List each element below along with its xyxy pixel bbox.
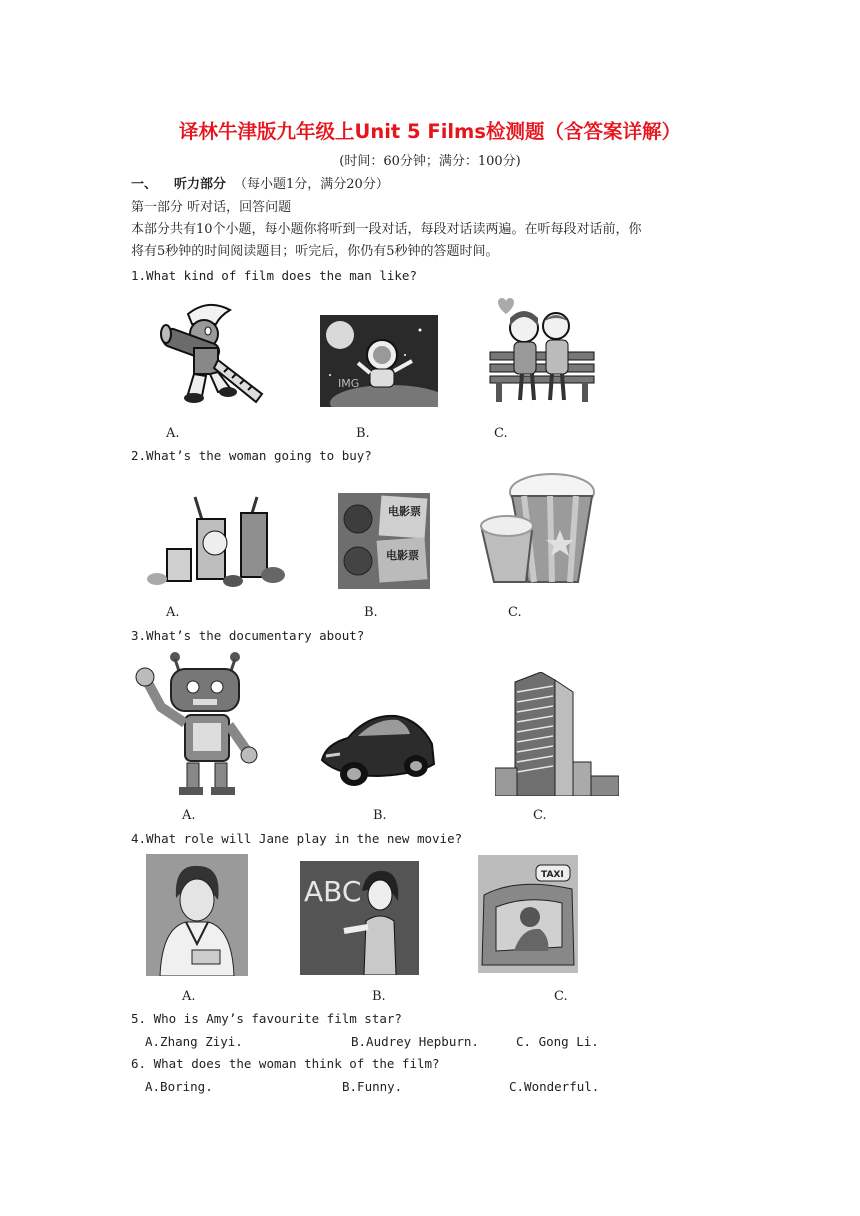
q5-option-b: B.Audrey Hepburn. (351, 1034, 479, 1049)
q2-option-c: C. (508, 605, 522, 620)
ticket-text-1: 电影票 (388, 505, 421, 518)
astronaut-space-image (320, 315, 438, 407)
section-heading: 听力部分 (174, 177, 227, 192)
q4-option-c: C. (554, 989, 568, 1004)
page-subtitle: (时间：60分钟；满分：100分) (339, 154, 521, 169)
movie-tickets-image (338, 493, 430, 589)
q4-option-a: A. (182, 989, 196, 1004)
q3-option-b: B. (373, 808, 387, 823)
question-6: 6. What does the woman think of the film? (131, 1056, 440, 1071)
question-1: 1.What kind of film does the man like? (131, 268, 417, 283)
q6-option-a: A.Boring. (145, 1079, 213, 1094)
instructions-line-1: 本部分共有10个小题，每小题你将听到一段对话，每段对话读两遍。在听每段对话前，你 (131, 222, 642, 237)
section-number: 一、 (131, 177, 158, 192)
skyscraper-image (495, 672, 619, 796)
q6-option-c: C.Wonderful. (509, 1079, 600, 1094)
sports-car-image (318, 704, 436, 794)
q1-option-b: B. (356, 426, 370, 441)
question-2: 2.What’s the woman going to buy? (131, 448, 372, 463)
teacher-blackboard-image (300, 861, 419, 975)
businesswoman-image (146, 854, 248, 976)
q1-option-a: A. (166, 426, 180, 441)
robot-image (135, 651, 263, 799)
smurf-lumberjack-image (158, 296, 270, 408)
q5-option-a: A.Zhang Ziyi. (145, 1034, 243, 1049)
q5-option-c: C. Gong Li. (516, 1034, 599, 1049)
blackboard-text: ABC (304, 875, 362, 908)
q2-option-b: B. (364, 605, 378, 620)
couple-on-bench-image (486, 296, 598, 408)
q6-option-b: B.Funny. (342, 1079, 403, 1094)
q3-option-c: C. (533, 808, 547, 823)
question-4: 4.What role will Jane play in the new movie? (131, 831, 463, 846)
ticket-text-2: 电影票 (386, 549, 419, 562)
taxi-sign-text: TAXI (541, 870, 564, 880)
section-points: （每小题1分，满分20分） (234, 177, 389, 192)
q3-option-a: A. (182, 808, 196, 823)
part-heading: 第一部分 听对话，回答问题 (131, 200, 292, 215)
page-title: 译林牛津版九年级上Unit 5 Films检测题（含答案详解） (179, 120, 681, 143)
q2-option-a: A. (166, 605, 180, 620)
q1-option-c: C. (494, 426, 508, 441)
question-5: 5. Who is Amy’s favourite film star? (131, 1011, 402, 1026)
taxi-driver-image (478, 855, 578, 973)
popcorn-boxes-image (480, 470, 598, 592)
image-watermark: IMG (338, 377, 360, 390)
instructions-line-2: 将有5秒钟的时间阅读题目；听完后，你仍有5秒钟的答题时间。 (131, 244, 499, 259)
q4-option-b: B. (372, 989, 386, 1004)
juice-drinks-image (145, 493, 287, 589)
question-3: 3.What’s the documentary about? (131, 628, 365, 643)
